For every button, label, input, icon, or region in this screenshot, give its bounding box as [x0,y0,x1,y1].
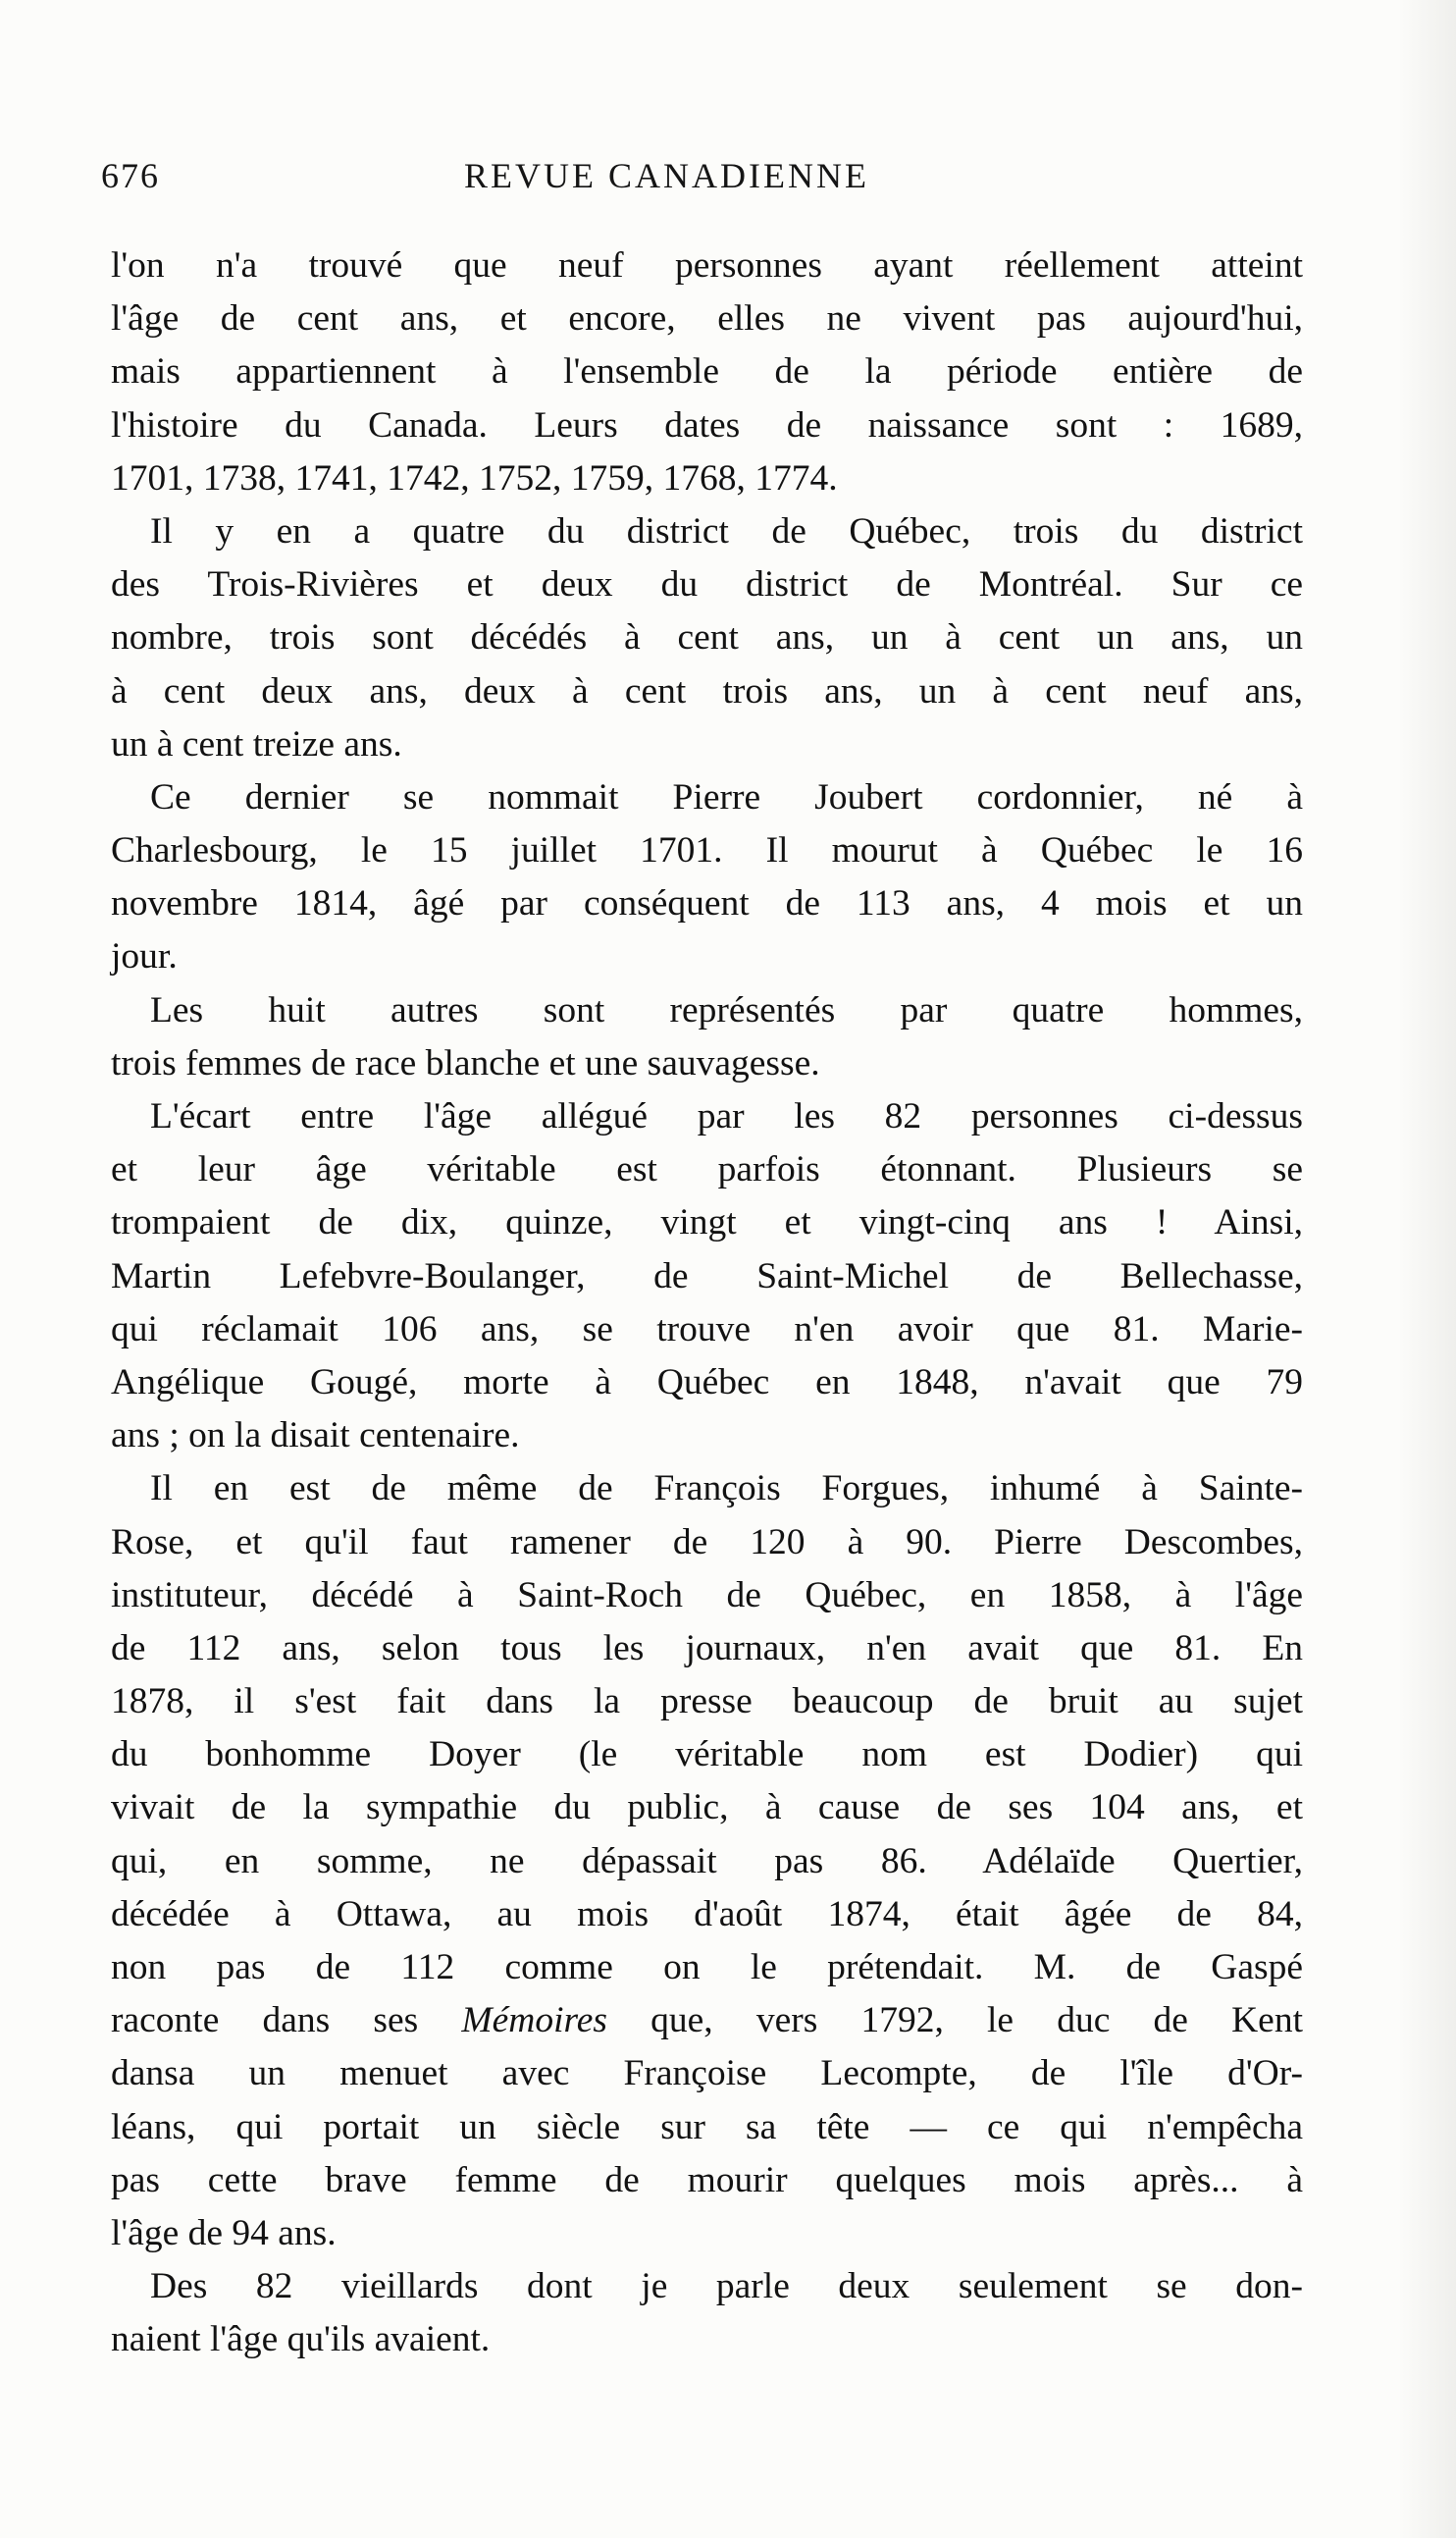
text-line-content: à cent deux ans, deux à cent trois ans, un à cent neuf ans, [111,670,1303,712]
text-line-content: un à cent treize ans. [111,723,402,765]
running-title: REVUE CANADIENNE [464,156,869,195]
text-line [111,665,1303,718]
text-line-content: qui réclamait 106 ans, se trouve n'en avoir que 81. Marie- [111,1308,1303,1349]
text-line-content: trompaient de dix, quinze, vingt et vingt-cinq ans ! Ainsi, [111,1202,1303,1243]
text-line [111,1409,1303,1462]
text-line [111,1462,1303,1515]
text-line-content: l'on n'a trouvé que neuf personnes ayant réellement atteint [111,245,1303,286]
text-line-content: instituteur, décédé à Saint-Roch de Québec, en 1858, à l'âge [111,1574,1303,1615]
text-line-content: raconte dans ses [111,2000,419,2041]
text-line [111,877,1303,930]
text-line [111,1888,1303,1941]
text-line-content: décédée à Ottawa, au mois d'août 1874, était âgée de 84, [111,1893,1303,1934]
text-line [111,1516,1303,1569]
text-line [111,1356,1303,1409]
text-line [111,505,1303,558]
text-line-content: novembre 1814, âgé par conséquent de 113 ans, 4 mois et un [111,883,1303,925]
text-line [111,930,1303,983]
text-line-content: trois femmes de race blanche et une sauvagesse. [111,1042,820,1084]
page-number: 676 [101,156,160,195]
text-line [111,984,1303,1037]
text-line [111,771,1303,824]
text-line [111,1835,1303,1888]
text-line-content: qui, en somme, ne dépassait pas 86. Adélaïde Quertier, [111,1840,1303,1881]
text-line-content: mais appartiennent à l'ensemble de la période entière de [111,351,1303,393]
text-line [111,1781,1303,1834]
text-line [111,2207,1303,2260]
text-line-content: Il en est de même de François Forgues, inhumé à Sainte- [150,1468,1303,1509]
text-line-content: Il y en a quatre du district de Québec, trois du district [150,510,1303,552]
text-line [111,2101,1303,2154]
text-line-content: 1878, il s'est fait dans la presse beaucoup de bruit au sujet [111,1681,1303,1722]
text-line-content: Rose, et qu'il faut ramener de 120 à 90. Pierre Descombes, [111,1521,1303,1562]
text-line-content: pas cette brave femme de mourir quelques mois après... à [111,2159,1303,2200]
text-line-content: Ce dernier se nommait Pierre Joubert cordonnier, né à [150,776,1303,818]
text-line-content: des Trois-Rivières et deux du district de Montréal. Sur ce [111,564,1303,606]
text-line-content: jour. [111,936,178,978]
text-line [111,2154,1303,2207]
text-line-content: l'âge de 94 ans. [111,2212,337,2253]
text-line [111,1728,1303,1781]
text-line-continuation: que, vers 1792, le duc de Kent [650,2000,1303,2041]
page-edge-shadow [1397,0,1456,2538]
text-line-content: dansa un menuet avec Françoise Lecompte, de l'île d'Or- [111,2053,1303,2094]
text-line [111,1090,1303,1143]
text-line [111,1196,1303,1249]
text-line-content: 1701, 1738, 1741, 1742, 1752, 1759, 1768, 1774. [111,457,838,499]
text-line [111,2047,1303,2100]
body-text [111,239,1303,2367]
text-line [111,1143,1303,1196]
text-line [111,1569,1303,1622]
text-line [111,1622,1303,1675]
text-line-content: L'écart entre l'âge allégué par les 82 personnes ci-dessus [150,1096,1303,1137]
page-header [101,155,1288,214]
text-line-content: nombre, trois sont décédés à cent ans, un à cent un ans, un [111,617,1303,659]
italic-title: Mémoires [461,2000,607,2041]
text-line [111,239,1303,292]
text-line-content: Les huit autres sont représentés par quatre hommes, [150,989,1303,1031]
text-line [111,1675,1303,1728]
text-line [111,1037,1303,1090]
text-line-content: Angélique Gougé, morte à Québec en 1848, n'avait que 79 [111,1361,1303,1402]
text-line-content: non pas de 112 comme on le prétendait. M. de Gaspé [111,1947,1303,1987]
text-line [111,1994,1303,2047]
text-line-content: l'âge de cent ans, et encore, elles ne vivent pas aujourd'hui, [111,298,1303,340]
text-line [111,1250,1303,1303]
text-line-content: Charlesbourg, le 15 juillet 1701. Il mourut à Québec le 16 [111,830,1303,872]
text-line [111,345,1303,398]
text-line-content: de 112 ans, selon tous les journaux, n'en avait que 81. En [111,1627,1303,1668]
text-line-content: vivait de la sympathie du public, à cause de ses 104 ans, et [111,1787,1303,1828]
text-line [111,399,1303,452]
text-line [111,824,1303,877]
text-line [111,1303,1303,1356]
text-line [111,558,1303,611]
text-line-content: naient l'âge qu'ils avaient. [111,2319,491,2360]
text-line [111,718,1303,771]
text-line-content: Des 82 vieillards dont je parle deux seulement se don- [150,2266,1303,2307]
text-line-content: Martin Lefebvre-Boulanger, de Saint-Michel de Bellechasse, [111,1255,1303,1296]
text-line [111,452,1303,505]
text-line-content: ans ; on la disait centenaire. [111,1415,520,1456]
text-line-content: du bonhomme Doyer (le véritable nom est Dodier) qui [111,1734,1303,1775]
text-line [111,2313,1303,2366]
text-line-content: et leur âge véritable est parfois étonnant. Plusieurs se [111,1149,1303,1190]
text-line-content: l'histoire du Canada. Leurs dates de naissance sont : 1689, [111,404,1303,446]
text-line [111,611,1303,664]
text-line-content: léans, qui portait un siècle sur sa tête — ce qui n'empêcha [111,2106,1303,2147]
text-line [111,1941,1303,1994]
text-line [111,2260,1303,2313]
text-line [111,292,1303,345]
